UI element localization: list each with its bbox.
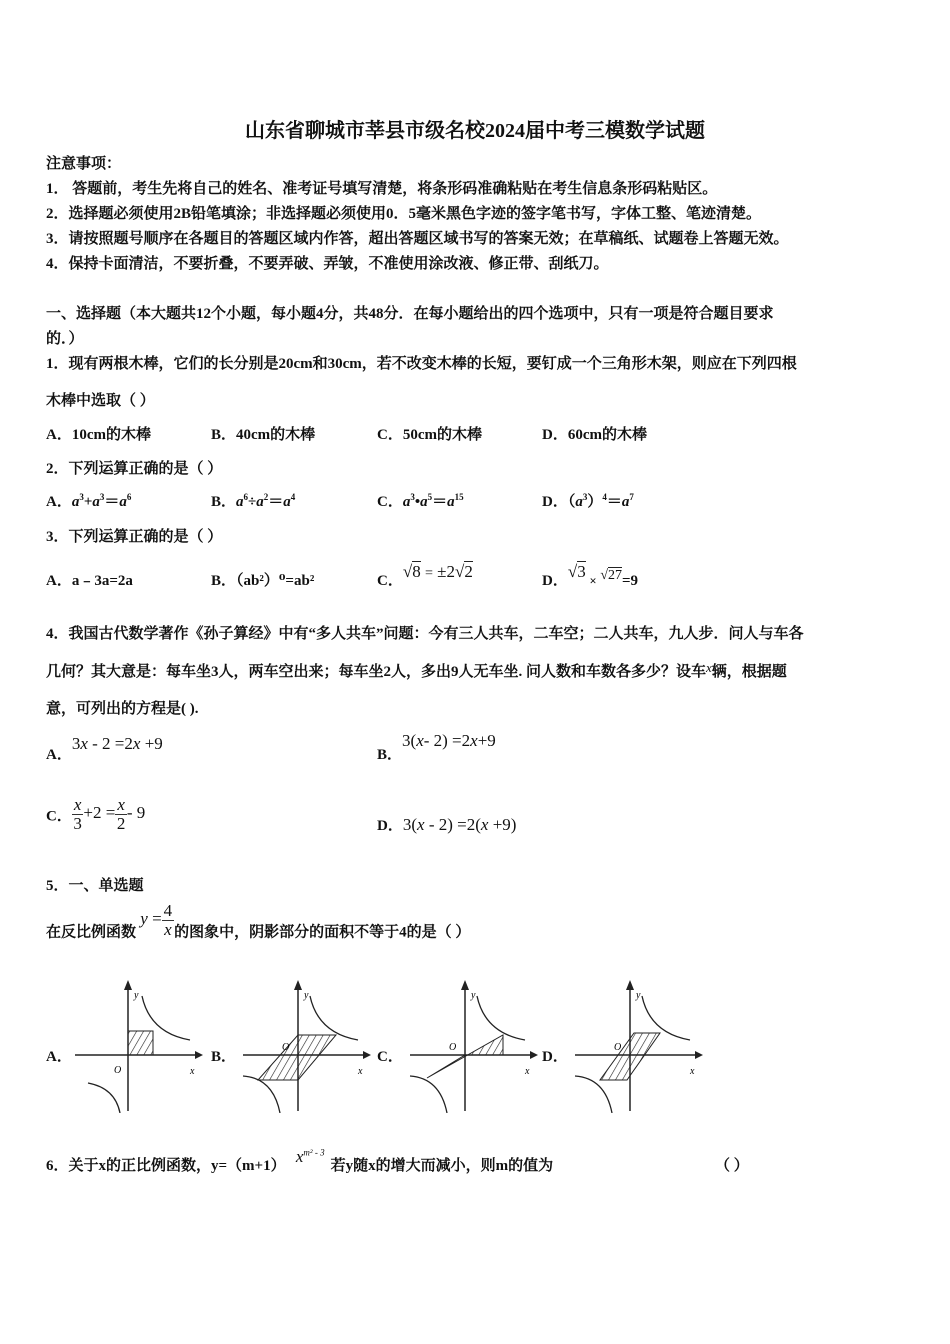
q1-option-a: A．10cm的木棒 xyxy=(46,427,151,443)
notice-heading: 注意事项： xyxy=(46,156,122,172)
graph-a xyxy=(70,978,205,1113)
q5-stem: 在反比例函数 y = $\frac{4}{x}$ 的图象中，阴影部分的面积不等于4的是（ ） xyxy=(46,901,471,941)
q4-option-a: A．3x - 2 =2x +9 xyxy=(46,734,163,763)
graph-c xyxy=(405,978,540,1113)
q2-option-c: C．$a^3•a^5=a^{15}$ xyxy=(377,492,464,510)
svg-text:O: O xyxy=(614,1042,622,1053)
svg-text:x: x xyxy=(690,1066,695,1077)
q5-option-a-label: A． xyxy=(46,1049,72,1065)
section-heading-cont: 的．） xyxy=(46,331,84,347)
q2-option-b: B．$a^6\div a^2=a^4$ xyxy=(211,492,296,510)
q4-stem-end: 意，可列出的方程是( ). xyxy=(46,701,199,717)
q1-option-c: C．50cm的木棒 xyxy=(377,427,482,443)
q3-option-c: C．√8 = ±2√2 xyxy=(377,562,473,589)
svg-text:O: O xyxy=(114,1065,122,1076)
graph-b xyxy=(238,978,373,1113)
q4-stem: 4．我国古代数学著作《孙子算经》中有“多人共车”问题：今有三人共车，二车空；二人共车，九人步．问人与车各 xyxy=(46,626,804,642)
q4-option-c: C． $\frac{x}{3}$ +2 = $\frac{x}{2}$ - 9 xyxy=(46,795,146,833)
q6-stem: 6．关于x的正比例函数，y=（m+1） $x^{m^2 - 3}$若y随x的增大而减小，则m的值为 xyxy=(46,1147,554,1174)
q3-option-b: B．（ab²）⁰=ab² xyxy=(211,573,315,589)
q1-stem-cont: 木棒中选取（ ） xyxy=(46,393,155,409)
q1-option-b: B．40cm的木棒 xyxy=(211,427,316,443)
q3-option-a: A．a﹣3a=2a xyxy=(46,573,133,589)
shaded-region xyxy=(600,1033,660,1080)
svg-text:O: O xyxy=(449,1042,457,1053)
notice-item: 4．保持卡面清洁，不要折叠，不要弄破、弄皱，不准使用涂改液、修正带、刮纸刀。 xyxy=(46,256,609,272)
svg-text:x: x xyxy=(190,1066,195,1077)
q2-option-d: D．$(a^3)^4=a^7$ xyxy=(542,492,634,510)
svg-text:y: y xyxy=(636,990,641,1001)
svg-text:O: O xyxy=(282,1042,290,1053)
graph-d xyxy=(570,978,705,1113)
q4-stem-cont: 几何？其大意是：每车坐3人，两车空出来；每车坐2人，多出9人无车坐. 问人数和车数各多少？设车x辆，根据题 xyxy=(46,660,787,680)
q6-answer-paren: （ ） xyxy=(715,1158,749,1174)
q5-option-d-label: D． xyxy=(542,1049,568,1065)
shaded-region xyxy=(128,1031,153,1055)
notice-item: 3．请按照题号顺序在各题目的答题区域内作答，超出答题区域书写的答案无效；在草稿纸、试题卷上答题无效。 xyxy=(46,231,789,247)
svg-text:y: y xyxy=(134,990,139,1001)
q3-stem: 3．下列运算正确的是（ ） xyxy=(46,529,223,545)
svg-text:x: x xyxy=(358,1066,363,1077)
q2-stem: 2．下列运算正确的是（ ） xyxy=(46,461,223,477)
svg-text:y: y xyxy=(471,990,476,1001)
notice-item: 2．选择题必须使用2B铅笔填涂；非选择题必须使用0．5毫米黑色字迹的签字笔书写，字体工整、笔迹清楚。 xyxy=(46,206,762,222)
page-title: 山东省聊城市莘县市级名校2024届中考三模数学试题 xyxy=(245,120,705,142)
shaded-region xyxy=(258,1035,336,1080)
q1-option-d: D．60cm的木棒 xyxy=(542,427,647,443)
q5-heading: 5．一、单选题 xyxy=(46,878,144,894)
q2-option-a: A．$a^3+a^3=a^6$ xyxy=(46,492,132,510)
svg-text:x: x xyxy=(525,1066,530,1077)
q4-option-d: D．3(x - 2) =2(x +9) xyxy=(377,815,517,834)
svg-text:y: y xyxy=(304,990,309,1001)
q3-option-d: D．√3 × √27=9 xyxy=(542,562,639,589)
hyperbola-branch xyxy=(88,1083,120,1113)
section-heading: 一、选择题（本大题共12个小题，每小题4分，共48分．在每小题给出的四个选项中，只有一项是符合题目要求 xyxy=(46,306,774,322)
notice-item: 1． 答题前，考生先将自己的姓名、准考证号填写清楚，将条形码准确粘贴在考生信息条形码粘贴区。 xyxy=(46,181,718,197)
q5-option-c-label: C． xyxy=(377,1049,403,1065)
q1-stem: 1．现有两根木棒，它们的长分别是20cm和30cm，若不改变木棒的长短，要钉成一个三角形木架，则应在下列四根 xyxy=(46,356,797,372)
q4-option-b: B．3(x- 2) =2x+9 xyxy=(377,731,496,763)
q5-option-b-label: B． xyxy=(211,1049,237,1065)
